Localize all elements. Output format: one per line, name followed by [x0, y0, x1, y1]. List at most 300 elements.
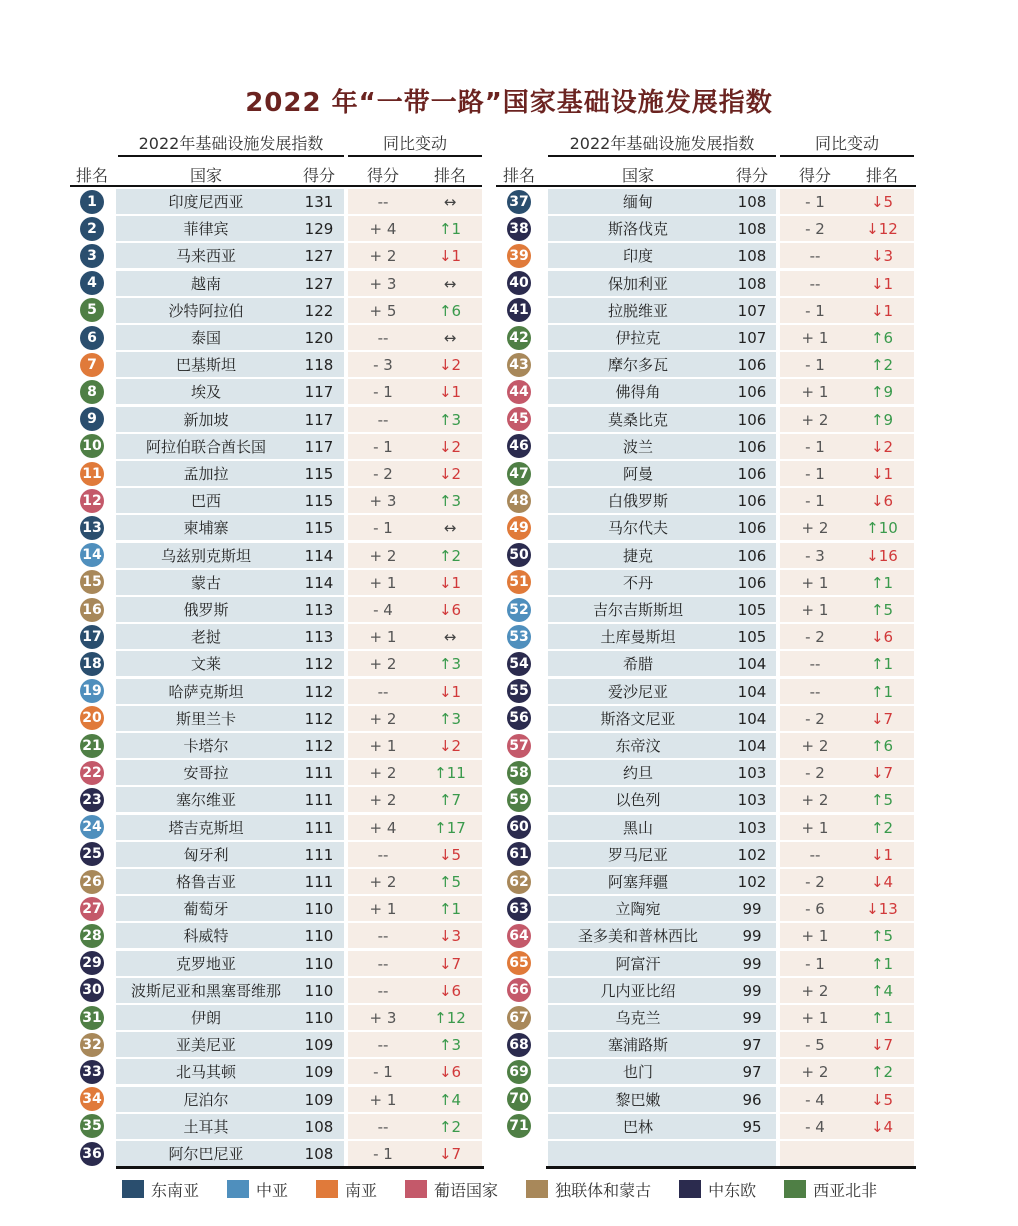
country-name: 安哥拉: [183, 764, 229, 783]
country-name: 土耳其: [183, 1117, 229, 1136]
score-value: 99: [742, 927, 762, 946]
score-change: - 4: [373, 601, 393, 619]
country-name: 保加利亚: [607, 274, 668, 293]
score-change: --: [809, 682, 821, 701]
legend-swatch: [316, 1180, 338, 1198]
score-value: 117: [304, 437, 334, 456]
score-value: 112: [304, 737, 334, 755]
legend-swatch: [784, 1180, 806, 1198]
score-change: + 3: [369, 274, 397, 293]
country-name: 乌兹别克斯坦: [160, 546, 251, 565]
score-change: --: [377, 845, 389, 864]
legend-item: [526, 1178, 651, 1201]
country-band: [548, 1141, 776, 1166]
score-change: + 2: [369, 709, 397, 728]
score-value: 97: [742, 1036, 762, 1055]
score-change: - 1: [373, 1063, 393, 1082]
rank-change: ↑3: [438, 655, 462, 674]
rank-badge: 14: [80, 543, 104, 567]
legend-swatch: [405, 1180, 427, 1198]
rank-badge: 18: [80, 652, 104, 676]
rank-header-left: 排名: [75, 166, 108, 185]
score-value: 112: [304, 682, 334, 701]
score-change: - 3: [805, 546, 825, 565]
rank-change: ↑6: [870, 329, 894, 347]
country-name: 圣多美和普林西比: [577, 927, 698, 946]
rank-badge: 37: [507, 190, 531, 214]
legend-item: [227, 1178, 288, 1201]
rank-change: ↓4: [870, 1117, 894, 1136]
score-change: + 2: [801, 737, 829, 755]
country-name: 匈牙利: [183, 845, 229, 864]
rank-badge: 64: [507, 924, 531, 948]
header-rule-left: [70, 185, 482, 187]
score-value: 111: [304, 845, 334, 864]
bottom-rule-right: [546, 1166, 916, 1169]
score-value: 111: [304, 818, 334, 837]
score-change: --: [377, 193, 389, 211]
score-change: - 1: [373, 1145, 393, 1163]
country-name: 波兰: [622, 437, 653, 456]
score-header-right: 得分: [735, 166, 768, 185]
score-value: 115: [304, 519, 334, 538]
score-change: - 2: [805, 628, 825, 647]
score-value: 104: [737, 655, 767, 674]
score-change: --: [377, 981, 389, 1000]
score-change: + 2: [801, 410, 829, 429]
rank-badge: 32: [80, 1033, 104, 1057]
rank-change: ↓6: [870, 628, 894, 647]
score-value: 114: [304, 573, 334, 592]
rank-badge: 8: [80, 380, 104, 404]
rank-change: ↑11: [434, 764, 466, 783]
legend: [122, 1178, 877, 1200]
rank-change: ↓1: [438, 383, 462, 402]
rank-badge: 46: [507, 434, 531, 458]
rank-change: ↑7: [438, 791, 462, 810]
country-name: 斯里兰卡: [175, 709, 236, 728]
score-value: 111: [304, 791, 334, 810]
country-name: 摩尔多瓦: [607, 356, 668, 375]
score-value: 102: [737, 873, 767, 891]
country-name: 北马其顿: [175, 1063, 236, 1082]
score-change: - 1: [805, 193, 825, 211]
score-change: + 1: [801, 601, 829, 619]
score-value: 108: [737, 274, 767, 293]
score-value: 99: [742, 981, 762, 1000]
score-change: - 1: [805, 954, 825, 973]
legend-label: 中东欧: [708, 1180, 757, 1200]
rank-change: ↑5: [870, 601, 894, 619]
country-name: 蒙古: [190, 573, 221, 592]
rank-badge: 11: [80, 462, 104, 486]
legend-item: [405, 1178, 498, 1201]
score-change: - 1: [805, 492, 825, 511]
country-name: 巴林: [622, 1117, 653, 1136]
legend-label: 葡语国家: [434, 1180, 499, 1200]
score-change: - 2: [805, 764, 825, 783]
country-name: 埃及: [190, 383, 221, 402]
score-change: + 2: [801, 981, 829, 1000]
score-change: - 5: [805, 1036, 825, 1055]
score-change: --: [377, 329, 389, 347]
score-value: 107: [737, 329, 767, 347]
score-value: 110: [304, 954, 334, 973]
rank-change: ↓3: [438, 927, 462, 946]
rank-badge: 26: [80, 870, 104, 894]
score-change: --: [809, 247, 821, 266]
country-name: 莫桑比克: [607, 410, 668, 429]
country-name: 菲律宾: [183, 220, 229, 239]
rank-change: ↓1: [438, 247, 462, 266]
rank-badge: 34: [80, 1087, 104, 1111]
change-group-header-left: 同比变动: [382, 134, 447, 153]
score-change: + 1: [801, 927, 829, 946]
rank-change: ↑4: [870, 981, 894, 1000]
score-change: --: [377, 927, 389, 946]
rank-change: ↑2: [438, 1117, 462, 1136]
country-name: 尼泊尔: [183, 1090, 229, 1109]
score-value: 107: [737, 301, 767, 320]
score-value: 106: [737, 546, 767, 565]
legend-swatch: [227, 1180, 249, 1198]
score-change: --: [809, 845, 821, 864]
score-value: 106: [737, 437, 767, 456]
country-name: 不丹: [622, 573, 653, 592]
rank-change: ↓4: [870, 873, 894, 891]
country-header-left: 国家: [189, 166, 222, 185]
rank-change: ↓2: [870, 437, 894, 456]
change-rank-header-right: 排名: [865, 166, 898, 185]
score-value: 103: [737, 791, 767, 810]
rank-change: ↓13: [866, 900, 898, 919]
rank-change: ↑5: [438, 873, 462, 891]
rank-badge: 25: [80, 842, 104, 866]
score-change: - 1: [805, 465, 825, 483]
index-group-header-right: 2022年基础设施发展指数: [569, 134, 755, 153]
rank-badge: 56: [507, 706, 531, 730]
rank-badge: 67: [507, 1006, 531, 1030]
rank-change: ↓2: [438, 437, 462, 456]
rank-badge: 60: [507, 815, 531, 839]
rank-change: ↓1: [438, 682, 462, 701]
rank-badge: 36: [80, 1142, 104, 1166]
legend-swatch: [526, 1180, 548, 1198]
rank-change: ↓5: [870, 193, 894, 211]
rank-change: ↔: [443, 274, 457, 293]
rank-badge: 58: [507, 761, 531, 785]
rank-badge: 23: [80, 788, 104, 812]
rank-change: ↓6: [438, 981, 462, 1000]
score-value: 106: [737, 492, 767, 511]
rank-change: ↑5: [870, 927, 894, 946]
rank-change: ↑6: [870, 737, 894, 755]
rank-change: ↑17: [434, 818, 466, 837]
legend-label: 独联体和蒙古: [555, 1180, 652, 1200]
rank-badge: 65: [507, 951, 531, 975]
group-rule-index-left: [118, 155, 344, 157]
country-name: 吉尔吉斯斯坦: [592, 601, 683, 619]
score-change: + 2: [369, 791, 397, 810]
country-name: 缅甸: [622, 193, 653, 211]
rank-badge: 59: [507, 788, 531, 812]
rank-badge: 55: [507, 679, 531, 703]
rank-change: ↓1: [870, 845, 894, 864]
country-name: 拉脱维亚: [607, 301, 668, 320]
score-value: 110: [304, 927, 334, 946]
country-name: 孟加拉: [183, 465, 229, 483]
rank-badge: 44: [507, 380, 531, 404]
rank-badge: 27: [80, 897, 104, 921]
rank-change: ↓6: [438, 601, 462, 619]
score-value: 106: [737, 573, 767, 592]
country-name: 新加坡: [183, 410, 229, 429]
score-change: - 1: [805, 437, 825, 456]
score-value: 106: [737, 356, 767, 375]
score-value: 105: [737, 628, 767, 647]
country-name: 斯洛伐克: [607, 220, 668, 239]
score-value: 103: [737, 818, 767, 837]
rank-badge: 9: [80, 407, 104, 431]
score-change: --: [377, 1036, 389, 1055]
score-value: 127: [304, 274, 334, 293]
score-value: 102: [737, 845, 767, 864]
score-change: - 1: [805, 356, 825, 375]
rank-change: ↑1: [438, 220, 462, 239]
score-value: 109: [304, 1036, 334, 1055]
country-name: 波斯尼亚和黑塞哥维那: [130, 981, 281, 1000]
rank-change: ↓1: [438, 573, 462, 592]
score-value: 99: [742, 954, 762, 973]
rank-change: ↑3: [438, 1036, 462, 1055]
country-name: 印度尼西亚: [168, 193, 244, 211]
score-change: - 1: [805, 301, 825, 320]
country-name: 土库曼斯坦: [600, 628, 676, 647]
group-rule-change-left: [348, 155, 482, 157]
country-name: 伊拉克: [615, 329, 661, 347]
rank-change: ↓5: [438, 845, 462, 864]
rank-change: ↑2: [870, 356, 894, 375]
score-value: 122: [304, 301, 334, 320]
rank-change: ↑9: [870, 383, 894, 402]
score-value: 115: [304, 465, 334, 483]
score-change: + 1: [801, 329, 829, 347]
country-name: 黎巴嫩: [615, 1090, 661, 1109]
score-change: + 4: [369, 220, 397, 239]
rank-badge: 53: [507, 625, 531, 649]
rank-change: ↑5: [870, 791, 894, 810]
score-change: + 1: [369, 1090, 397, 1109]
score-value: 112: [304, 709, 334, 728]
change-group-header-right: 同比变动: [814, 134, 879, 153]
rank-change: ↑3: [438, 410, 462, 429]
rank-change: ↓2: [438, 356, 462, 375]
rank-badge: 51: [507, 570, 531, 594]
rank-change: ↓1: [870, 465, 894, 483]
score-change: --: [377, 682, 389, 701]
score-value: 113: [304, 628, 334, 647]
legend-label: 西亚北非: [813, 1180, 878, 1200]
rank-badge: 5: [80, 298, 104, 322]
rank-change: ↑1: [870, 1009, 894, 1027]
country-name: 几内亚比绍: [600, 981, 676, 1000]
country-name: 阿塞拜疆: [607, 873, 668, 891]
country-name: 也门: [622, 1063, 653, 1082]
score-value: 111: [304, 873, 334, 891]
score-value: 104: [737, 682, 767, 701]
score-change: --: [377, 410, 389, 429]
score-header-left: 得分: [302, 166, 335, 185]
country-name: 巴西: [190, 492, 221, 511]
score-value: 108: [304, 1145, 334, 1163]
country-name: 以色列: [615, 791, 661, 810]
score-change: - 6: [805, 900, 825, 919]
score-value: 117: [304, 383, 334, 402]
rank-change: ↑1: [870, 954, 894, 973]
rank-badge: 71: [507, 1114, 531, 1138]
country-name: 沙特阿拉伯: [168, 301, 244, 320]
rank-badge: 7: [80, 353, 104, 377]
country-name: 阿尔巴尼亚: [168, 1145, 244, 1163]
rank-change: ↓1: [870, 274, 894, 293]
rank-badge: 47: [507, 462, 531, 486]
legend-item: [122, 1178, 199, 1201]
rank-change: ↑2: [870, 1063, 894, 1082]
country-name: 塞尔维亚: [175, 791, 236, 810]
score-change: + 2: [369, 247, 397, 266]
score-value: 97: [742, 1063, 762, 1082]
change-band: [780, 1141, 914, 1166]
country-name: 马来西亚: [175, 247, 236, 266]
rank-change: ↑10: [866, 519, 898, 538]
rank-change: ↑3: [438, 492, 462, 511]
country-name: 捷克: [622, 546, 653, 565]
rank-change: ↓7: [870, 1036, 894, 1055]
score-change: - 4: [805, 1090, 825, 1109]
country-name: 白俄罗斯: [607, 492, 668, 511]
index-group-header-left: 2022年基础设施发展指数: [138, 134, 324, 153]
score-value: 115: [304, 492, 334, 511]
rank-change: ↔: [443, 193, 457, 211]
header-rule-right: [496, 185, 916, 187]
score-value: 108: [737, 220, 767, 239]
rank-badge: 12: [80, 489, 104, 513]
score-value: 117: [304, 410, 334, 429]
rank-badge: 29: [80, 951, 104, 975]
rank-change: ↓7: [870, 709, 894, 728]
rank-badge: 1: [80, 190, 104, 214]
score-value: 104: [737, 709, 767, 728]
rank-badge: 57: [507, 734, 531, 758]
rank-badge: 43: [507, 353, 531, 377]
rank-change: ↓12: [866, 220, 898, 239]
score-change: + 2: [369, 764, 397, 783]
score-change: - 4: [805, 1117, 825, 1136]
country-name: 佛得角: [615, 383, 661, 402]
score-value: 96: [742, 1090, 762, 1109]
score-change: - 3: [373, 356, 393, 375]
rank-badge: 35: [80, 1114, 104, 1138]
country-name: 立陶宛: [615, 900, 661, 919]
rank-badge: 15: [80, 570, 104, 594]
score-value: 129: [304, 220, 334, 239]
score-value: 112: [304, 655, 334, 674]
score-value: 99: [742, 1009, 762, 1027]
score-value: 109: [304, 1063, 334, 1082]
rank-change: ↑1: [870, 682, 894, 701]
country-name: 约旦: [622, 764, 653, 783]
rank-change: ↔: [443, 329, 457, 347]
score-change: + 2: [801, 1063, 829, 1082]
change-score-header-left: 得分: [366, 166, 399, 185]
score-value: 111: [304, 764, 334, 783]
rank-badge: 54: [507, 652, 531, 676]
score-change: --: [809, 274, 821, 293]
country-name: 文莱: [190, 655, 221, 674]
score-change: - 2: [805, 709, 825, 728]
legend-swatch: [122, 1180, 144, 1198]
score-change: --: [809, 655, 821, 674]
score-value: 113: [304, 601, 334, 619]
country-name: 亚美尼亚: [175, 1036, 236, 1055]
rank-badge: 22: [80, 761, 104, 785]
country-name: 越南: [190, 274, 221, 293]
score-value: 131: [304, 193, 334, 211]
score-change: + 1: [369, 900, 397, 919]
rank-change: ↑6: [438, 301, 462, 320]
score-value: 104: [737, 737, 767, 755]
rank-badge: 33: [80, 1060, 104, 1084]
score-change: --: [377, 1117, 389, 1136]
score-change: + 1: [801, 573, 829, 592]
rank-badge: 41: [507, 298, 531, 322]
rank-change: ↑1: [438, 900, 462, 919]
rank-change: ↓6: [438, 1063, 462, 1082]
rank-change: ↓7: [870, 764, 894, 783]
legend-label: 东南亚: [151, 1180, 200, 1200]
score-value: 110: [304, 900, 334, 919]
change-score-header-right: 得分: [798, 166, 831, 185]
country-name: 印度: [622, 247, 653, 266]
rank-change: ↑2: [870, 818, 894, 837]
country-name: 黑山: [622, 818, 653, 837]
legend-label: 中亚: [256, 1180, 289, 1200]
score-value: 120: [304, 329, 334, 347]
country-header-right: 国家: [621, 166, 654, 185]
rank-badge: 2: [80, 217, 104, 241]
legend-item: [679, 1178, 756, 1201]
rank-change: ↔: [443, 628, 457, 647]
rank-change: ↑3: [438, 709, 462, 728]
score-change: - 2: [805, 873, 825, 891]
rank-change: ↓2: [438, 737, 462, 755]
rank-badge: 19: [80, 679, 104, 703]
rank-badge: 52: [507, 598, 531, 622]
legend-swatch: [679, 1180, 701, 1198]
rank-badge: 31: [80, 1006, 104, 1030]
country-name: 希腊: [622, 655, 653, 674]
rank-change: ↓3: [870, 247, 894, 266]
score-change: + 2: [369, 546, 397, 565]
rank-badge: 16: [80, 598, 104, 622]
country-name: 斯洛文尼亚: [600, 709, 676, 728]
rank-badge: 28: [80, 924, 104, 948]
group-rule-index-right: [548, 155, 776, 157]
rank-badge: 3: [80, 244, 104, 268]
rank-change: ↑1: [870, 655, 894, 674]
score-change: + 1: [369, 573, 397, 592]
country-name: 俄罗斯: [183, 601, 229, 619]
